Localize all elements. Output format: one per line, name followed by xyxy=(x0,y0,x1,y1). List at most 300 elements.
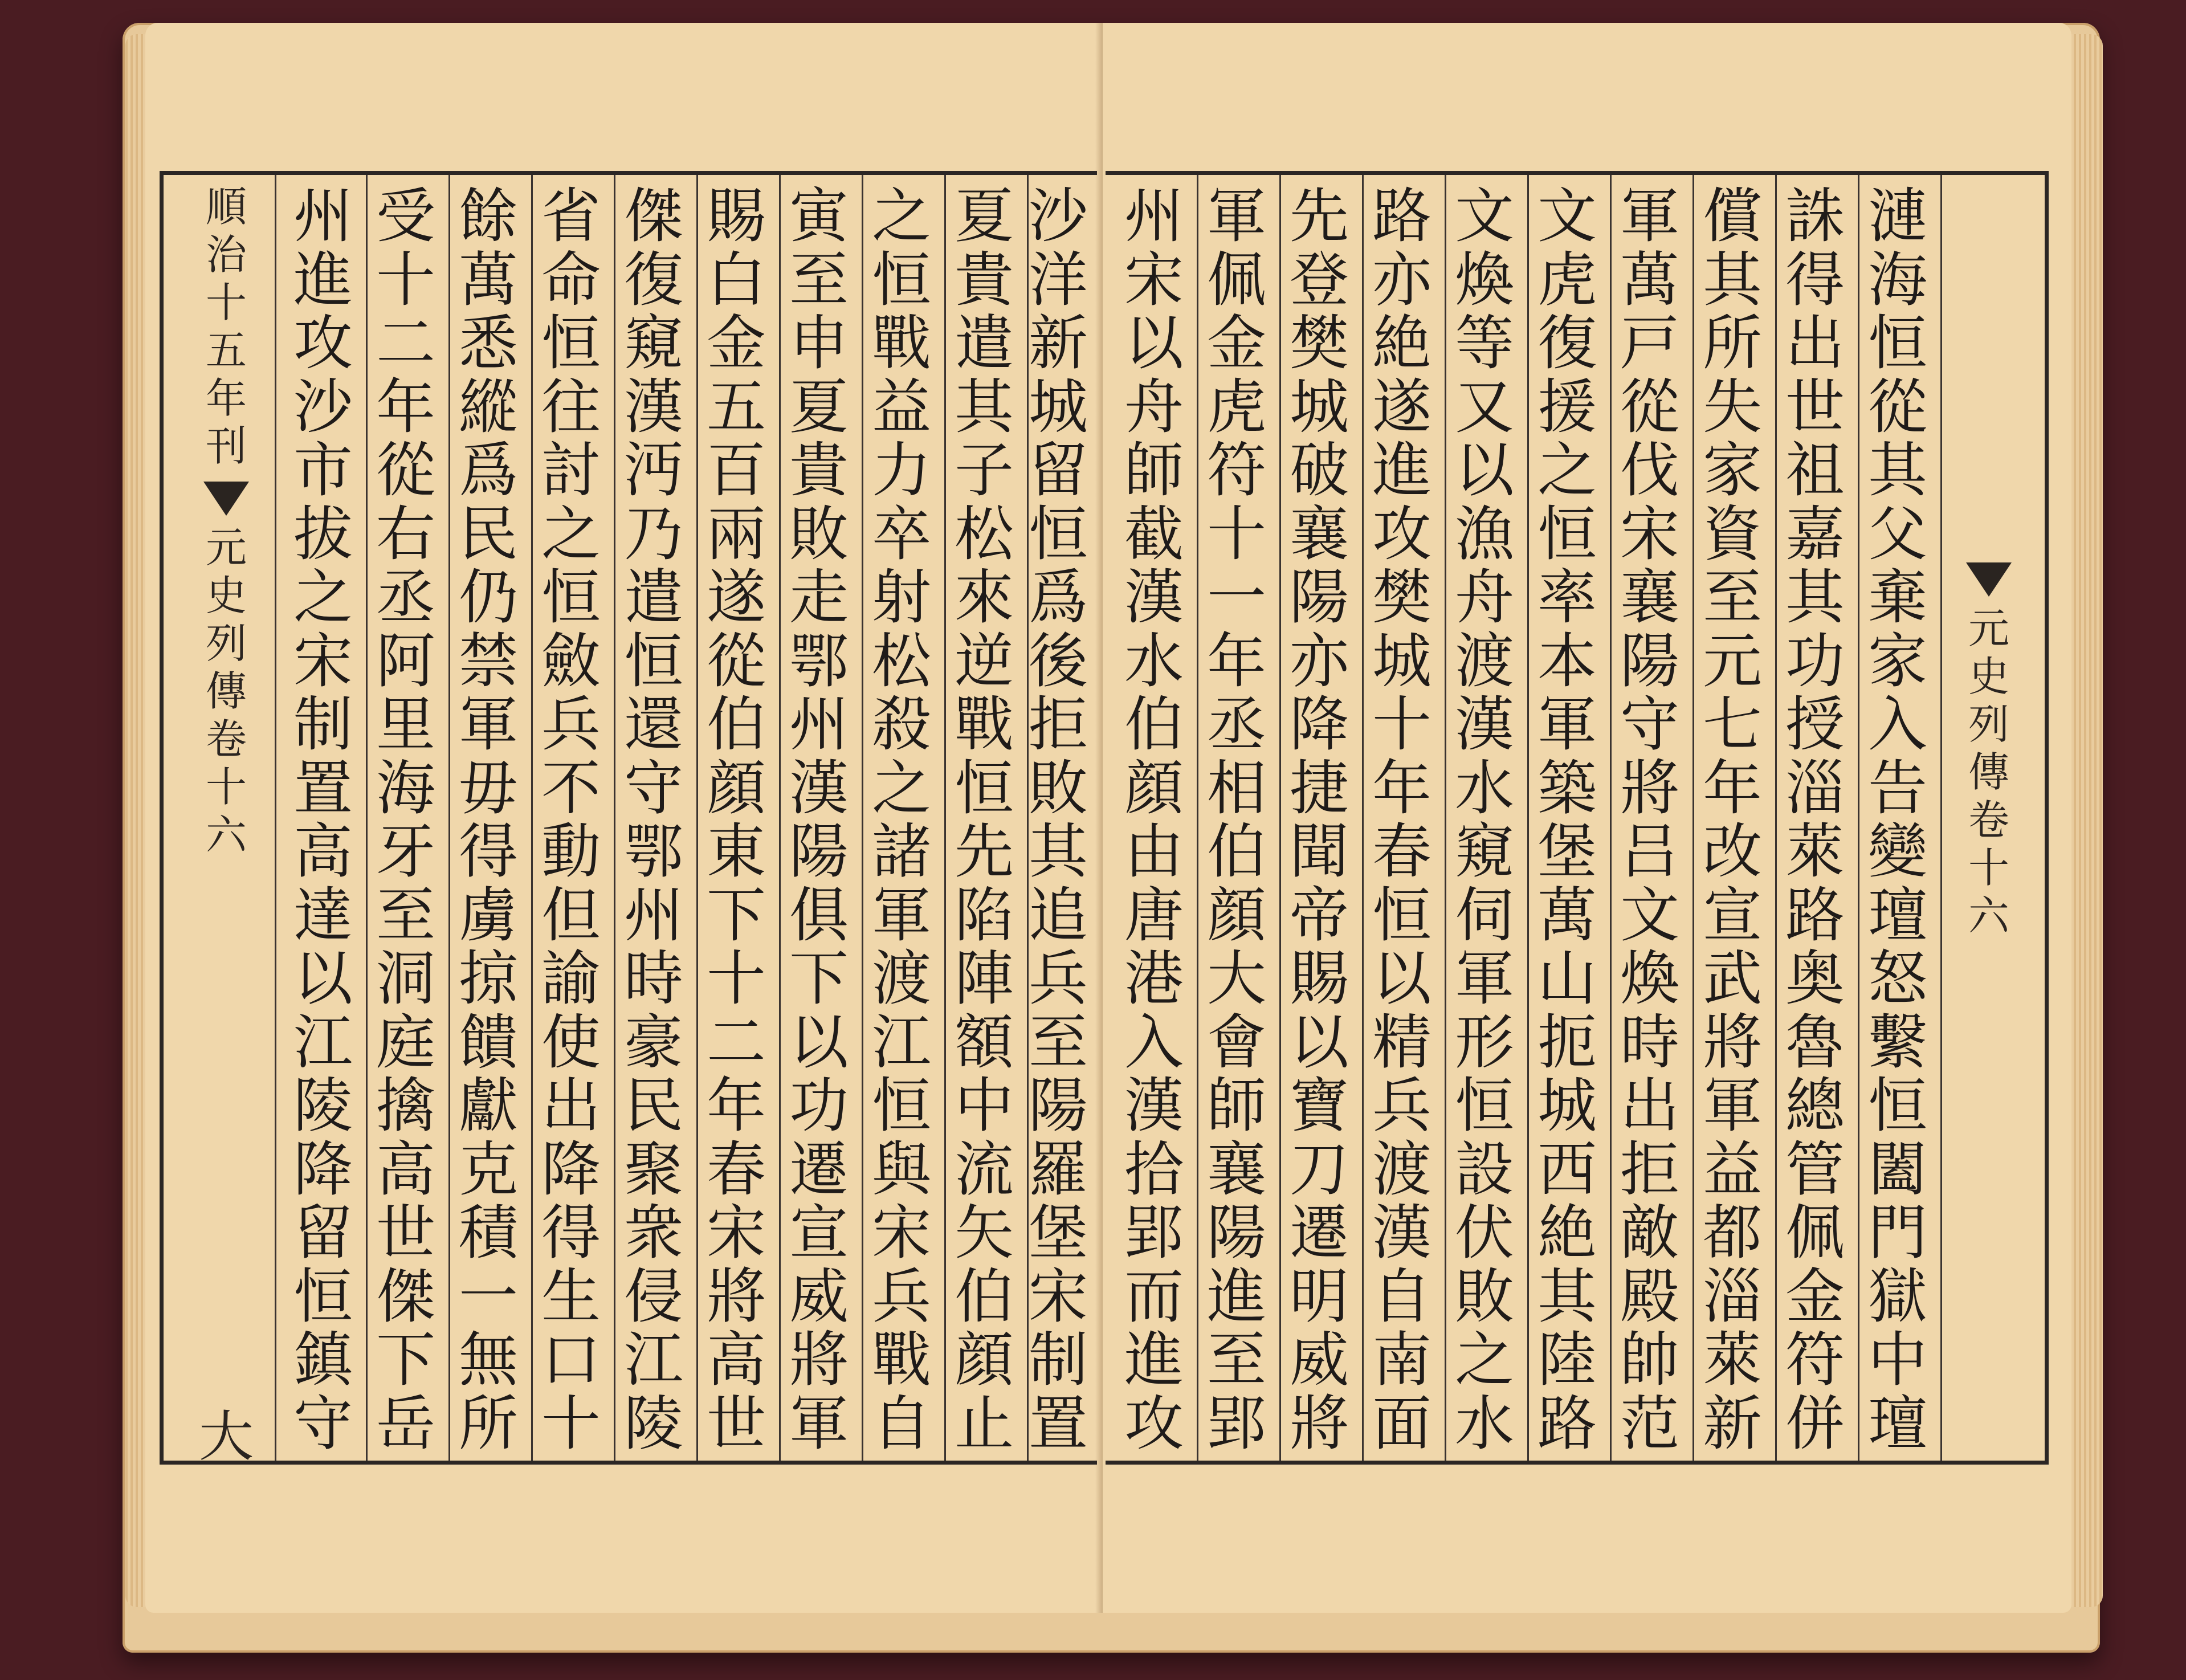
glyph: 逆 xyxy=(954,626,1014,696)
glyph: 州 xyxy=(789,690,849,759)
glyph: 軍 xyxy=(458,690,518,759)
glyph: 恒 xyxy=(954,753,1014,823)
glyph: 文 xyxy=(1537,181,1597,251)
glyph: 堡 xyxy=(1537,817,1597,886)
glyph: 十 xyxy=(205,763,247,811)
glyph: 聞 xyxy=(1289,817,1349,886)
glyph: 貴 xyxy=(789,435,849,505)
glyph: 春 xyxy=(706,1134,766,1204)
glyph: 陽 xyxy=(1028,1071,1088,1140)
glyph: 自 xyxy=(1372,1261,1431,1331)
glyph: 遂 xyxy=(1372,372,1431,442)
glyph: 史 xyxy=(205,572,247,619)
glyph: 諭 xyxy=(541,944,601,1013)
glyph: 師 xyxy=(1124,435,1184,505)
glyph: 口 xyxy=(541,1325,601,1394)
glyph: 顔 xyxy=(1206,880,1266,950)
glyph: 五 xyxy=(706,372,766,442)
glyph: 魯 xyxy=(1785,1007,1845,1077)
glyph: 戰 xyxy=(954,690,1014,759)
glyph: 之 xyxy=(1454,1325,1514,1394)
glyph: 從 xyxy=(1620,372,1679,442)
glyph: 出 xyxy=(1785,308,1845,378)
glyph: 所 xyxy=(458,1388,518,1458)
glyph: 命 xyxy=(541,244,601,315)
glyph: 門 xyxy=(1867,1198,1927,1267)
glyph: 顔 xyxy=(706,753,766,823)
glyph: 守 xyxy=(293,1388,353,1458)
glyph: 元 xyxy=(1968,605,2009,653)
text-column xyxy=(448,181,528,1458)
glyph: 路 xyxy=(1785,880,1845,950)
glyph: 由 xyxy=(1124,817,1184,886)
glyph: 敵 xyxy=(1620,1198,1679,1267)
glyph: 出 xyxy=(541,1071,601,1140)
glyph: 窺 xyxy=(1454,817,1514,886)
glyph: 其 xyxy=(1785,562,1845,632)
glyph: 璮 xyxy=(1867,1388,1927,1458)
banxin xyxy=(198,183,255,1469)
glyph: 六 xyxy=(205,811,247,859)
glyph: 受 xyxy=(376,181,435,251)
glyph: 寅 xyxy=(789,181,849,251)
glyph: 子 xyxy=(954,435,1014,505)
glyph: 恒 xyxy=(293,1261,353,1331)
glyph: 祖 xyxy=(1785,435,1845,505)
glyph: 路 xyxy=(1537,1388,1597,1458)
glyph: 世 xyxy=(1785,372,1845,442)
glyph: 百 xyxy=(706,435,766,505)
glyph: 煥 xyxy=(1620,944,1679,1013)
glyph: 宋 xyxy=(1620,499,1679,569)
glyph: 宋 xyxy=(706,1198,766,1267)
glyph: 進 xyxy=(1124,1325,1184,1394)
glyph: 扼 xyxy=(1537,1007,1597,1077)
glyph: 州 xyxy=(1124,181,1184,251)
glyph: 傑 xyxy=(623,181,683,251)
glyph: 敗 xyxy=(789,499,849,569)
glyph: 威 xyxy=(1289,1325,1349,1394)
glyph: 刀 xyxy=(1289,1134,1349,1204)
glyph: 淄 xyxy=(1785,753,1845,823)
glyph: 其 xyxy=(1867,435,1927,505)
glyph: 復 xyxy=(1537,308,1597,378)
glyph: 擒 xyxy=(376,1071,435,1140)
glyph: 掠 xyxy=(458,944,518,1013)
right-page xyxy=(1103,23,2071,1613)
glyph: 捷 xyxy=(1289,753,1349,823)
glyph: 以 xyxy=(1372,944,1431,1013)
glyph: 之 xyxy=(871,753,931,823)
glyph: 俱 xyxy=(789,880,849,950)
glyph: 漢 xyxy=(1454,690,1514,759)
glyph: 誅 xyxy=(1785,181,1845,251)
glyph: 往 xyxy=(541,372,601,442)
glyph: 諸 xyxy=(871,817,931,886)
glyph: 宋 xyxy=(293,626,353,696)
glyph: 絶 xyxy=(1372,308,1431,378)
glyph: 形 xyxy=(1454,1007,1514,1077)
glyph: 水 xyxy=(1124,626,1184,696)
glyph: 陣 xyxy=(954,944,1014,1013)
glyph: 精 xyxy=(1372,1007,1431,1077)
glyph: 十 xyxy=(706,944,766,1013)
glyph: 但 xyxy=(541,880,601,950)
glyph: 家 xyxy=(1702,435,1762,505)
glyph: 伺 xyxy=(1454,880,1514,950)
glyph: 將 xyxy=(1289,1388,1349,1458)
glyph: 列 xyxy=(1968,700,2009,748)
glyph: 窺 xyxy=(623,308,683,378)
glyph: 其 xyxy=(954,372,1014,442)
glyph: 虎 xyxy=(1537,244,1597,315)
folio-number: 大 xyxy=(199,1405,254,1469)
glyph: 軍 xyxy=(1537,690,1597,759)
banxin-title xyxy=(205,524,247,862)
glyph: 都 xyxy=(1702,1198,1762,1267)
glyph: 松 xyxy=(871,626,931,696)
glyph: 萊 xyxy=(1785,817,1845,886)
glyph: 漢 xyxy=(1124,1071,1184,1140)
glyph: 伏 xyxy=(1454,1198,1514,1267)
glyph: 漢 xyxy=(1372,1198,1431,1267)
glyph: 七 xyxy=(1702,690,1762,759)
glyph: 將 xyxy=(1620,753,1679,823)
glyph: 面 xyxy=(1372,1388,1431,1458)
glyph: 伯 xyxy=(706,690,766,759)
glyph: 宋 xyxy=(1124,244,1184,315)
glyph: 水 xyxy=(1454,753,1514,823)
glyph: 至 xyxy=(789,244,849,315)
glyph: 海 xyxy=(1867,244,1927,315)
glyph: 十 xyxy=(205,279,247,327)
right-text-frame xyxy=(1106,171,2049,1465)
glyph: 順 xyxy=(205,183,247,231)
glyph: 繫 xyxy=(1867,1007,1927,1077)
glyph: 絶 xyxy=(1537,1198,1597,1267)
glyph: 渡 xyxy=(1372,1134,1431,1204)
glyph: 一 xyxy=(1206,562,1266,632)
glyph: 而 xyxy=(1124,1261,1184,1331)
glyph: 敗 xyxy=(1454,1261,1514,1331)
glyph: 恒 xyxy=(1867,1071,1927,1140)
glyph: 虎 xyxy=(1206,372,1266,442)
glyph: 至 xyxy=(1028,1007,1088,1077)
glyph: 五 xyxy=(205,327,247,374)
glyph: 棄 xyxy=(1867,562,1927,632)
glyph: 帝 xyxy=(1289,880,1349,950)
text-column xyxy=(614,181,694,1458)
glyph: 其 xyxy=(1537,1261,1597,1331)
glyph: 元 xyxy=(1702,626,1762,696)
glyph: 璮 xyxy=(1867,880,1927,950)
glyph: 襄 xyxy=(1289,499,1349,569)
glyph: 入 xyxy=(1124,1007,1184,1077)
glyph: 大 xyxy=(1206,944,1266,1013)
glyph: 年 xyxy=(376,372,435,442)
glyph: 十 xyxy=(1372,690,1431,759)
glyph: 新 xyxy=(1702,1388,1762,1458)
glyph: 功 xyxy=(1785,626,1845,696)
glyph: 獻 xyxy=(458,1071,518,1140)
text-column xyxy=(1114,181,1194,1458)
glyph: 以 xyxy=(1124,308,1184,378)
glyph: 來 xyxy=(954,562,1014,632)
glyph: 江 xyxy=(293,1007,353,1077)
glyph: 達 xyxy=(293,880,353,950)
fish-tail-mark xyxy=(1966,562,2012,597)
glyph: 置 xyxy=(293,753,353,823)
glyph: 降 xyxy=(541,1134,601,1204)
text-column xyxy=(1858,181,1938,1458)
text-column xyxy=(779,181,859,1458)
glyph: 時 xyxy=(623,944,683,1013)
glyph: 改 xyxy=(1702,817,1762,886)
glyph: 陽 xyxy=(1289,562,1349,632)
glyph: 制 xyxy=(293,690,353,759)
glyph: 漢 xyxy=(623,372,683,442)
glyph: 萬 xyxy=(458,244,518,315)
glyph: 乃 xyxy=(623,499,683,569)
glyph: 益 xyxy=(871,372,931,442)
text-column xyxy=(1775,181,1855,1458)
glyph: 陸 xyxy=(1537,1325,1597,1394)
text-column xyxy=(696,181,776,1458)
glyph: 之 xyxy=(541,499,601,569)
glyph: 高 xyxy=(376,1134,435,1204)
glyph: 與 xyxy=(871,1134,931,1204)
glyph: 沔 xyxy=(623,435,683,505)
glyph: 史 xyxy=(1968,653,2009,700)
glyph: 陽 xyxy=(1620,626,1679,696)
glyph: 入 xyxy=(1867,690,1927,759)
glyph: 伯 xyxy=(1124,690,1184,759)
glyph: 將 xyxy=(706,1261,766,1331)
glyph: 追 xyxy=(1028,880,1088,950)
glyph: 年 xyxy=(706,1071,766,1140)
glyph: 嘉 xyxy=(1785,499,1845,569)
glyph: 路 xyxy=(1372,181,1431,251)
glyph: 世 xyxy=(706,1388,766,1458)
glyph: 總 xyxy=(1785,1071,1845,1140)
glyph: 兵 xyxy=(1372,1071,1431,1140)
glyph: 動 xyxy=(541,817,601,886)
glyph: 資 xyxy=(1702,499,1762,569)
glyph: 伐 xyxy=(1620,435,1679,505)
glyph: 襄 xyxy=(1206,1134,1266,1204)
glyph: 軍 xyxy=(1620,181,1679,251)
glyph: 後 xyxy=(1028,626,1088,696)
glyph: 佩 xyxy=(1206,244,1266,315)
glyph: 右 xyxy=(376,499,435,569)
glyph: 師 xyxy=(1206,1071,1266,1140)
glyph: 宣 xyxy=(789,1198,849,1267)
text-column xyxy=(1197,181,1276,1458)
glyph: 下 xyxy=(376,1325,435,1394)
glyph: 出 xyxy=(1620,1071,1679,1140)
glyph: 賜 xyxy=(706,181,766,251)
glyph: 江 xyxy=(623,1325,683,1394)
glyph: 宋 xyxy=(871,1198,931,1267)
glyph: 制 xyxy=(1028,1325,1088,1394)
glyph: 江 xyxy=(871,1007,931,1077)
glyph: 文 xyxy=(1454,181,1514,251)
glyph: 會 xyxy=(1206,1007,1266,1077)
glyph: 吕 xyxy=(1620,817,1679,886)
glyph: 夏 xyxy=(954,181,1014,251)
glyph: 春 xyxy=(1372,817,1431,886)
glyph: 仍 xyxy=(458,562,518,632)
glyph: 功 xyxy=(789,1071,849,1140)
glyph: 高 xyxy=(706,1325,766,1394)
glyph: 償 xyxy=(1702,181,1762,251)
glyph: 進 xyxy=(293,244,353,315)
glyph: 攻 xyxy=(1372,499,1431,569)
glyph: 萊 xyxy=(1702,1325,1762,1394)
glyph: 丞 xyxy=(1206,690,1266,759)
glyph: 陽 xyxy=(789,817,849,886)
glyph: 攻 xyxy=(1124,1388,1184,1458)
glyph: 家 xyxy=(1867,626,1927,696)
glyph: 餘 xyxy=(458,181,518,251)
glyph: 卷 xyxy=(1968,796,2009,844)
glyph: 沙 xyxy=(293,372,353,442)
glyph: 攻 xyxy=(293,308,353,378)
glyph: 州 xyxy=(293,181,353,251)
glyph: 高 xyxy=(293,817,353,886)
glyph: 貴 xyxy=(954,244,1014,315)
glyph: 阿 xyxy=(376,626,435,696)
glyph: 伯 xyxy=(1206,817,1266,886)
glyph: 市 xyxy=(293,435,353,505)
glyph: 南 xyxy=(1372,1325,1431,1394)
glyph: 流 xyxy=(954,1134,1014,1204)
glyph: 伯 xyxy=(954,1261,1014,1331)
glyph: 以 xyxy=(789,1007,849,1077)
glyph: 港 xyxy=(1124,944,1184,1013)
glyph: 岳 xyxy=(376,1388,435,1458)
glyph: 渡 xyxy=(871,944,931,1013)
glyph: 一 xyxy=(458,1261,518,1331)
glyph: 下 xyxy=(706,880,766,950)
glyph: 二 xyxy=(706,1007,766,1077)
glyph: 相 xyxy=(1206,753,1266,823)
glyph: 世 xyxy=(376,1198,435,1267)
glyph: 下 xyxy=(789,944,849,1013)
glyph: 鄂 xyxy=(623,817,683,886)
glyph: 襄 xyxy=(1620,562,1679,632)
glyph: 顔 xyxy=(954,1325,1014,1394)
glyph: 東 xyxy=(706,817,766,886)
glyph: 降 xyxy=(293,1134,353,1204)
glyph: 爲 xyxy=(458,435,518,505)
glyph: 恒 xyxy=(541,308,601,378)
glyph: 治 xyxy=(205,231,247,279)
glyph: 以 xyxy=(1454,435,1514,505)
glyph: 截 xyxy=(1124,499,1184,569)
glyph: 城 xyxy=(1289,372,1349,442)
glyph: 鎮 xyxy=(293,1325,353,1394)
glyph: 兵 xyxy=(871,1261,931,1331)
glyph: 陷 xyxy=(954,880,1014,950)
text-column xyxy=(1279,181,1359,1458)
glyph: 無 xyxy=(458,1325,518,1394)
glyph: 軍 xyxy=(1454,944,1514,1013)
glyph: 恒 xyxy=(1028,499,1088,569)
glyph: 告 xyxy=(1867,753,1927,823)
glyph: 額 xyxy=(954,1007,1014,1077)
glyph: 將 xyxy=(789,1325,849,1394)
right-fore-edge xyxy=(2069,34,2103,1607)
glyph: 以 xyxy=(1289,1007,1349,1077)
glyph: 卷 xyxy=(205,715,247,763)
glyph: 陵 xyxy=(623,1388,683,1458)
glyph: 金 xyxy=(706,308,766,378)
glyph: 至 xyxy=(376,880,435,950)
glyph: 之 xyxy=(871,181,931,251)
glyph: 恒 xyxy=(871,1071,931,1140)
glyph: 留 xyxy=(1028,435,1088,505)
glyph: 軍 xyxy=(1206,181,1266,251)
glyph: 陵 xyxy=(293,1071,353,1140)
glyph: 射 xyxy=(871,562,931,632)
glyph: 年 xyxy=(1206,626,1266,696)
glyph: 文 xyxy=(1620,880,1679,950)
glyph: 遣 xyxy=(954,308,1014,378)
text-column xyxy=(1362,181,1442,1458)
glyph: 萬 xyxy=(1537,880,1597,950)
glyph: 援 xyxy=(1537,372,1597,442)
glyph: 漁 xyxy=(1454,499,1514,569)
glyph: 得 xyxy=(458,817,518,886)
glyph: 洞 xyxy=(376,944,435,1013)
glyph: 年 xyxy=(1372,753,1431,823)
glyph: 城 xyxy=(1537,1071,1597,1140)
glyph: 郢 xyxy=(1206,1388,1266,1458)
glyph: 金 xyxy=(1206,308,1266,378)
glyph: 恒 xyxy=(1867,308,1927,378)
glyph: 丞 xyxy=(376,562,435,632)
glyph: 併 xyxy=(1785,1388,1845,1458)
glyph: 又 xyxy=(1454,372,1514,442)
glyph: 民 xyxy=(623,1071,683,1140)
glyph: 從 xyxy=(1867,372,1927,442)
glyph: 恒 xyxy=(541,562,601,632)
glyph: 從 xyxy=(706,626,766,696)
glyph: 守 xyxy=(1620,690,1679,759)
glyph: 益 xyxy=(1702,1134,1762,1204)
glyph: 牙 xyxy=(376,817,435,886)
glyph: 鄂 xyxy=(789,626,849,696)
glyph: 毋 xyxy=(458,753,518,823)
glyph: 賜 xyxy=(1289,944,1349,1013)
glyph: 豪 xyxy=(623,1007,683,1077)
glyph: 爲 xyxy=(1028,562,1088,632)
glyph: 陽 xyxy=(1206,1198,1266,1267)
glyph: 明 xyxy=(1289,1261,1349,1331)
glyph: 亦 xyxy=(1289,626,1349,696)
glyph: 不 xyxy=(541,753,601,823)
glyph: 等 xyxy=(1454,308,1514,378)
glyph: 拾 xyxy=(1124,1134,1184,1204)
left-page xyxy=(145,23,1103,1613)
glyph: 變 xyxy=(1867,817,1927,886)
glyph: 遣 xyxy=(623,562,683,632)
banxin-edition xyxy=(205,183,247,474)
glyph: 煥 xyxy=(1454,244,1514,315)
glyph: 生 xyxy=(541,1261,601,1331)
glyph: 十 xyxy=(376,244,435,315)
